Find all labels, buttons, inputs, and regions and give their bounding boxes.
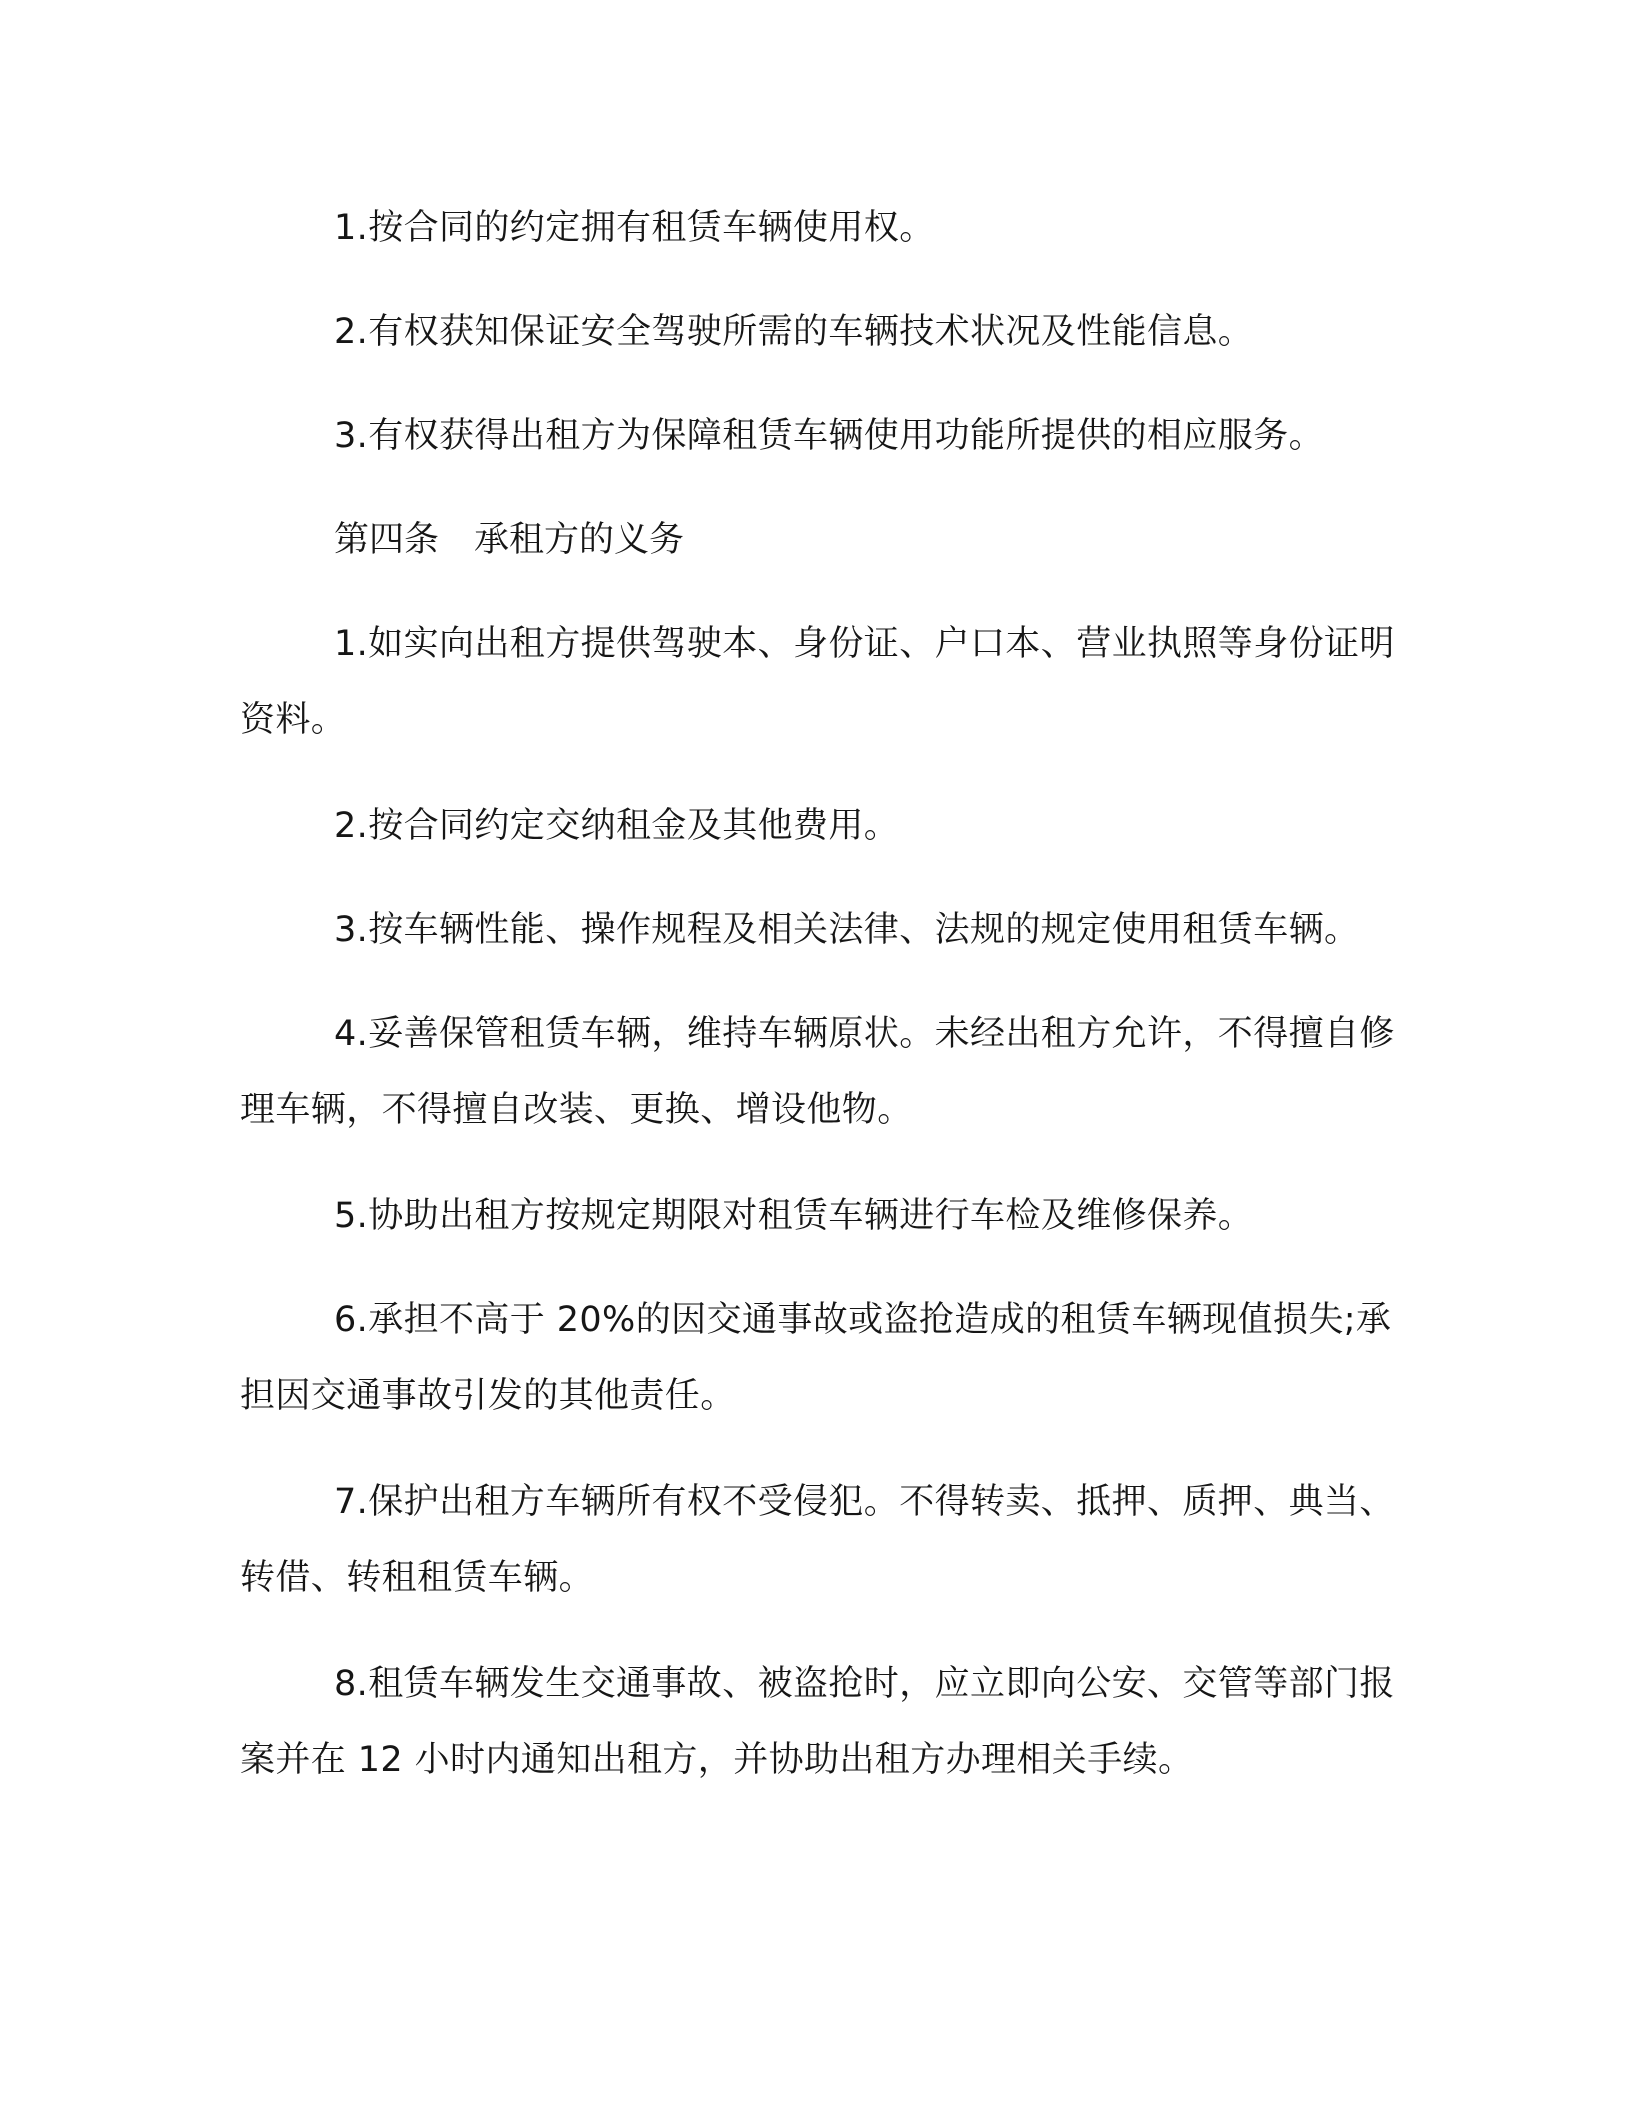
paragraph-duty-5: 5.协助出租方按规定期限对租赁车辆进行车检及维修保养。: [334, 1196, 1254, 1236]
paragraph-right-1: 1.按合同的约定拥有租赁车辆使用权。: [334, 208, 935, 248]
paragraph-right-2: 2.有权获知保证安全驾驶所需的车辆技术状况及性能信息。: [334, 312, 1254, 352]
section-heading: 第四条 承租方的义务: [334, 520, 685, 560]
paragraph-duty-4: 4.妥善保管租赁车辆，维持车辆原状。未经出租方允许，不得擅自修理车辆，不得擅自改装、更换、增设他物。: [240, 1014, 1395, 1130]
paragraph-duty-1: 1.如实向出租方提供驾驶本、身份证、户口本、营业执照等身份证明资料。: [240, 624, 1395, 740]
paragraph-duty-8: 8.租赁车辆发生交通事故、被盗抢时，应立即向公安、交管等部门报案并在 12 小时内通知出租方，并协助出租方办理相关手续。: [240, 1664, 1395, 1780]
paragraph-right-3: 3.有权获得出租方为保障租赁车辆使用功能所提供的相应服务。: [334, 416, 1324, 456]
paragraph-duty-6: 6.承担不高于 20%的因交通事故或盗抢造成的租赁车辆现值损失;承担因交通事故引发的其他责任。: [240, 1300, 1392, 1416]
document-body: [240, 190, 1400, 1828]
paragraph-duty-3: 3.按车辆性能、操作规程及相关法律、法规的规定使用租赁车辆。: [334, 910, 1360, 950]
paragraph-duty-2: 2.按合同约定交纳租金及其他费用。: [334, 806, 900, 846]
paragraph-duty-7: 7.保护出租方车辆所有权不受侵犯。不得转卖、抵押、质押、典当、转借、转租租赁车辆。: [240, 1482, 1395, 1598]
